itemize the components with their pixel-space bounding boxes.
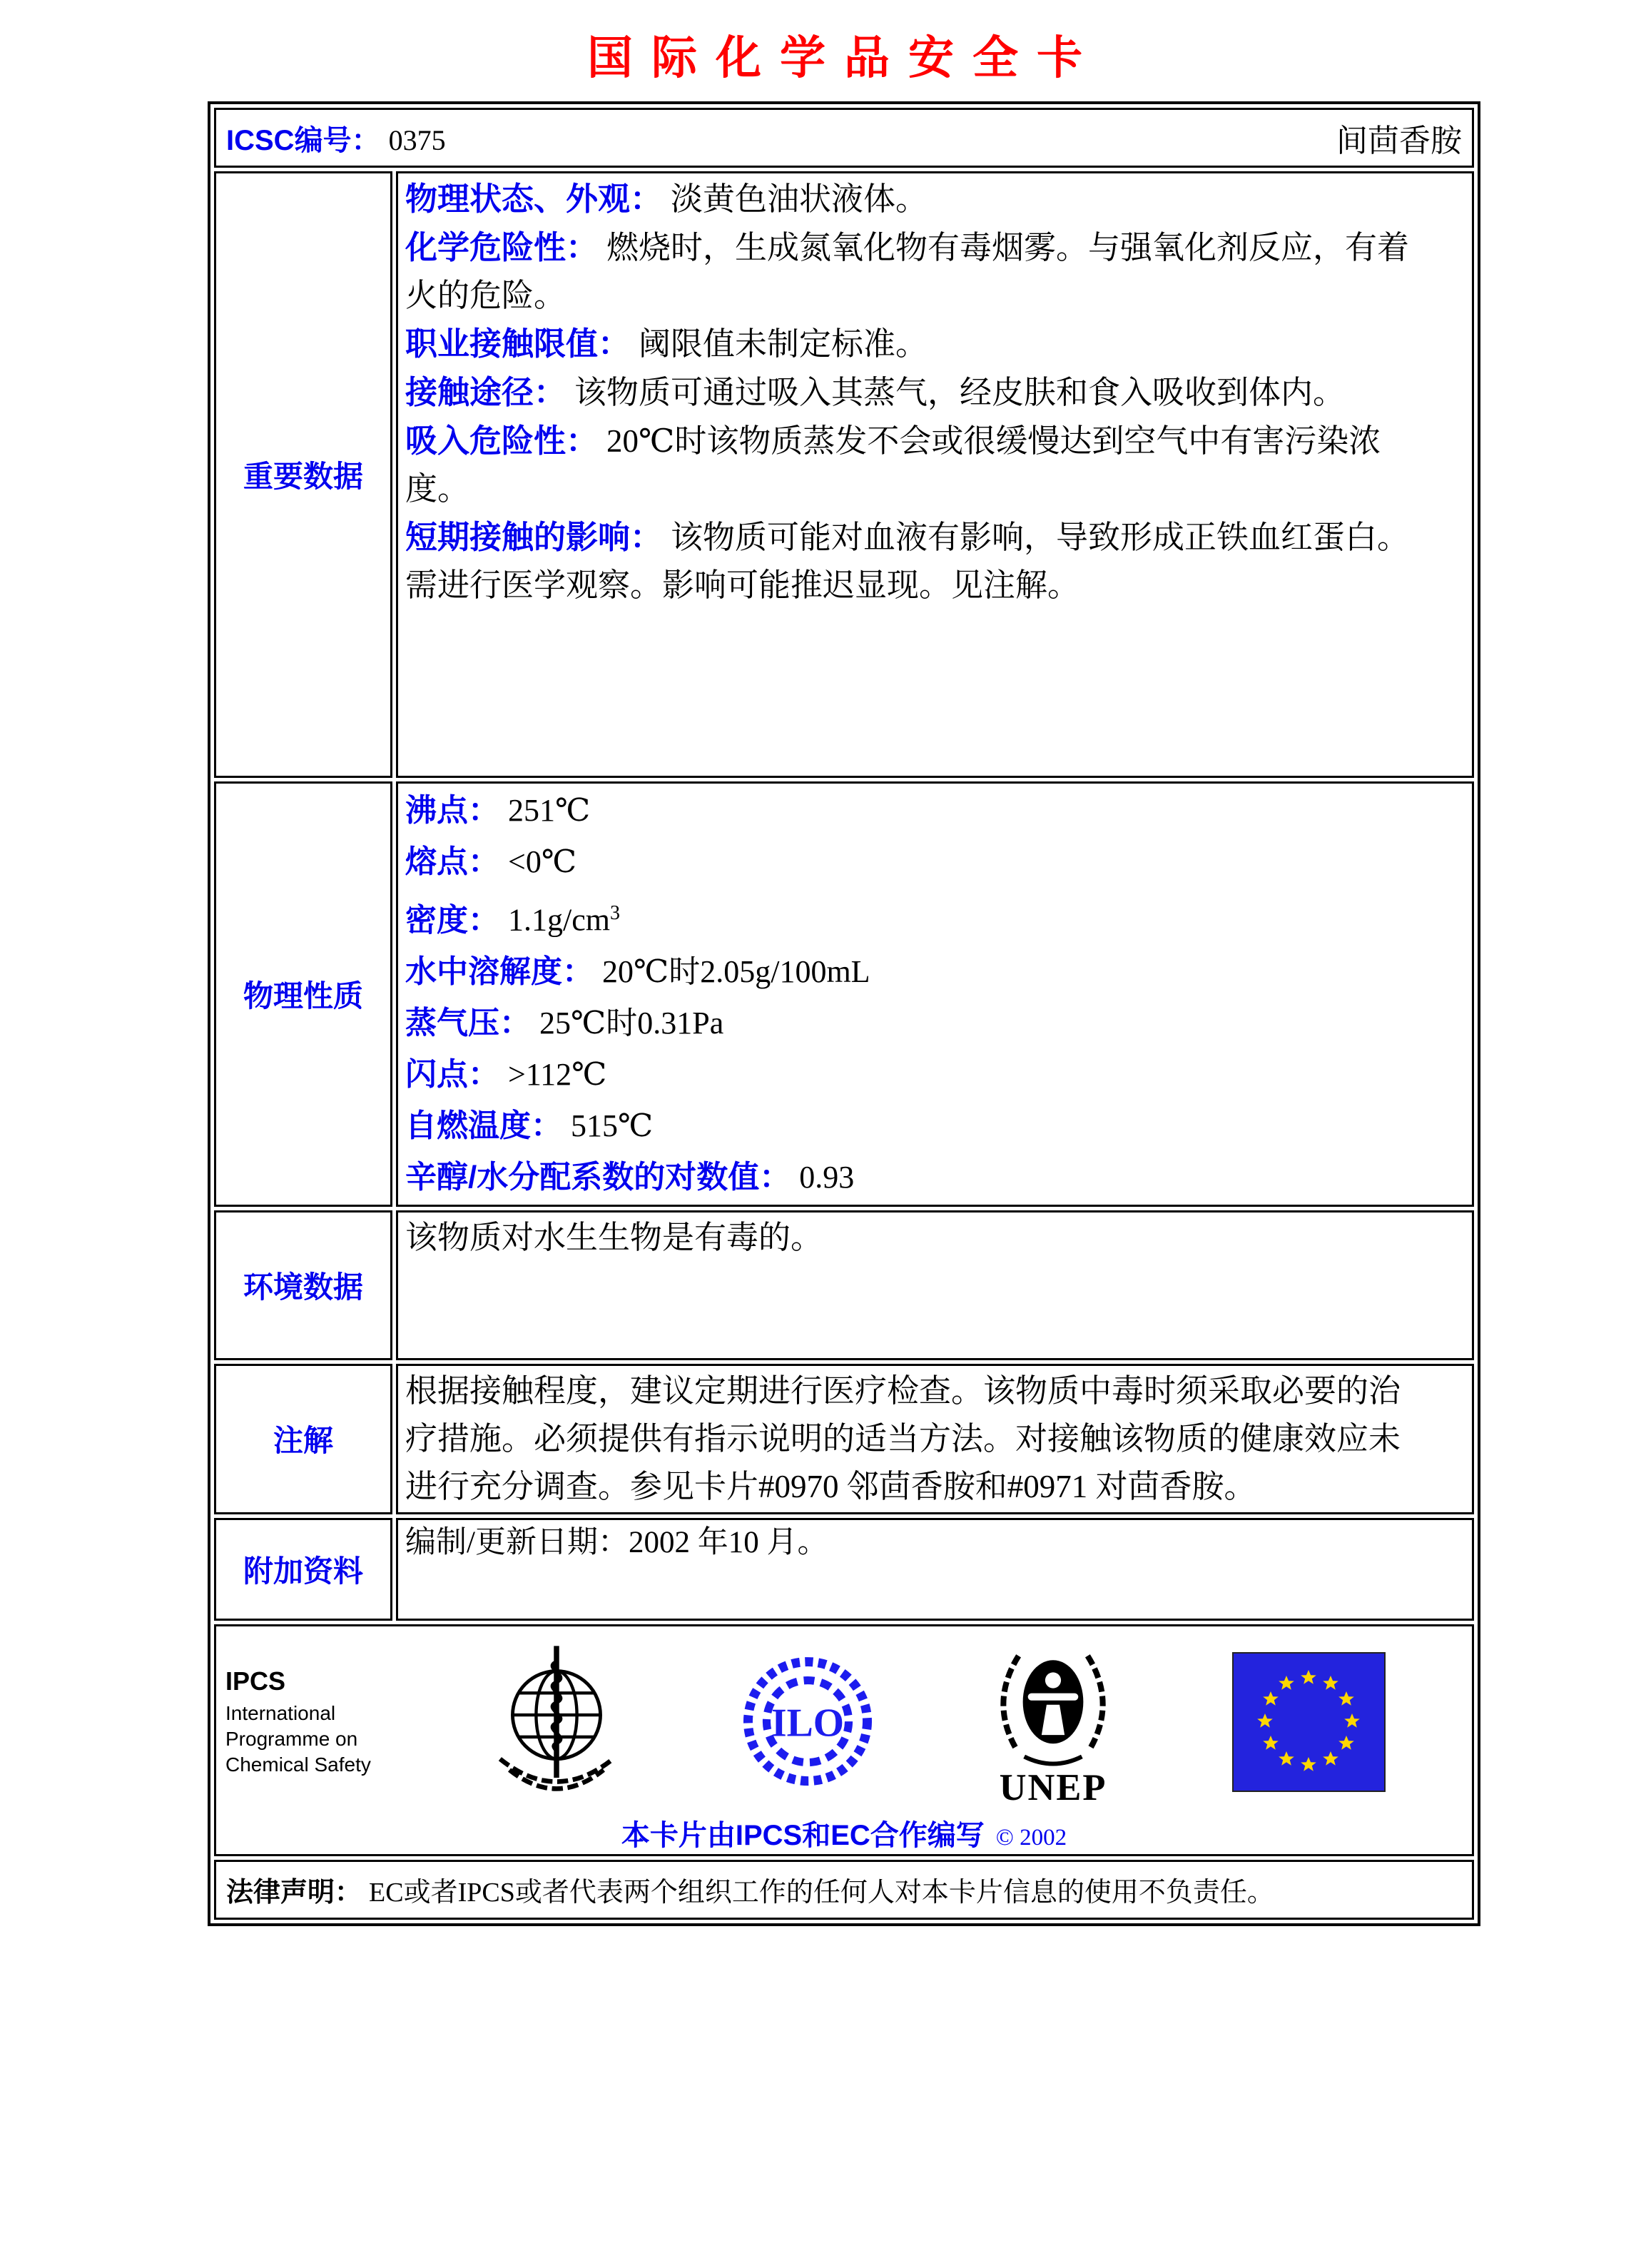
additional-info-row: [214, 1518, 1474, 1621]
property-value: 515℃: [571, 1108, 654, 1143]
update-date-label: 编制/更新日期：: [405, 1525, 629, 1559]
legal-notice-cell: [214, 1860, 1474, 1920]
ipcs-name-line: Chemical Safety: [225, 1753, 371, 1776]
update-date-line: [405, 1522, 1429, 1564]
important-item-label: 短期接触的影响：: [405, 519, 663, 555]
property-value: 25℃时0.31Pa: [539, 1005, 724, 1041]
important-item-text: 燃烧时，生成氮氧化物有毒烟雾。与强氧化剂反应，有着火的危险。: [405, 230, 1410, 313]
icsc-card-table: [208, 101, 1480, 1926]
property-label: 沸点：: [405, 793, 499, 828]
property-value: 251℃: [508, 793, 591, 828]
section-label-cell-additional: [214, 1518, 392, 1621]
important-item-label: 接触途径：: [405, 374, 566, 410]
property-line: [405, 1100, 1429, 1152]
notes-text: 根据接触程度，建议定期进行医疗检查。该物质中毒时须采取必要的治疗措施。必须提供有指示说明的适当方法。对接触该物质的健康效应未进行充分调查。参见卡片#0970 邻茴香胺和#0971 对茴香胺。: [405, 1372, 1401, 1504]
property-line: [405, 785, 1429, 836]
property-line: [405, 836, 1429, 888]
property-label: 自燃温度：: [405, 1108, 562, 1143]
legal-notice-line: [226, 1870, 1462, 1909]
chemical-name: 间茴香胺: [1336, 123, 1462, 158]
property-label: 辛醇/水分配系数的对数值：: [405, 1159, 791, 1195]
section-label-environment: 环境数据: [243, 1270, 363, 1304]
important-data-row: [214, 171, 1474, 778]
property-line: [405, 888, 1429, 946]
physical-properties-row: [214, 781, 1474, 1207]
ipcs-text-block: [225, 1666, 371, 1778]
important-item-label: 职业接触限值：: [405, 325, 631, 362]
icsc-number-label: ICSC编号：: [226, 124, 380, 156]
additional-info-content: [396, 1518, 1474, 1621]
page-title: 国际化学品安全卡: [587, 31, 1101, 85]
section-label-important: 重要数据: [243, 460, 363, 493]
who-logo-icon: [478, 1643, 635, 1801]
section-label-cell-notes: [214, 1364, 392, 1514]
property-value: 0.93: [799, 1159, 855, 1195]
important-item-label: 物理状态、外观：: [405, 181, 663, 217]
unep-label-text: UNEP: [999, 1766, 1107, 1806]
property-line: [405, 1152, 1429, 1203]
ipcs-name-line: Programme on: [225, 1727, 358, 1750]
important-data-content: [396, 171, 1474, 778]
property-value: >112℃: [508, 1056, 607, 1092]
organizations-footer-cell: [214, 1624, 1474, 1856]
important-item: [405, 417, 1429, 513]
property-label: 蒸气压：: [405, 1005, 531, 1041]
property-label: 熔点：: [405, 844, 499, 879]
ilo-logo-icon: [741, 1649, 874, 1796]
section-label-physical: 物理性质: [243, 978, 363, 1013]
notes-content: [396, 1364, 1474, 1514]
physical-properties-content: [396, 781, 1474, 1207]
icsc-number-group: [226, 118, 446, 158]
header-content: [226, 115, 1462, 161]
important-item-text: 20℃时该物质蒸发不会或很缓慢达到空气中有害污染浓度。: [405, 423, 1381, 507]
property-line: [405, 1049, 1429, 1100]
section-label-cell-important: [214, 171, 392, 778]
property-line: [405, 946, 1429, 998]
section-label-cell-physical: [214, 781, 392, 1207]
header-cell: [214, 108, 1474, 168]
property-label: 闪点：: [405, 1056, 499, 1092]
important-item-label: 吸入危险性：: [405, 422, 599, 459]
environmental-data-content: [396, 1210, 1474, 1360]
cooperation-caption: [217, 1813, 1471, 1853]
ilo-monogram-text: ILO: [771, 1701, 845, 1746]
cooperation-caption-text: 本卡片由IPCS和EC合作编写: [621, 1819, 985, 1851]
important-item: [405, 368, 1429, 417]
legal-notice-label: 法律声明：: [226, 1878, 362, 1908]
legal-notice-text: EC或者IPCS或者代表两个组织工作的任何人对本卡片信息的使用不负责任。: [369, 1878, 1274, 1908]
important-item-text: 该物质可通过吸入其蒸气，经皮肤和食入吸收到体内。: [574, 375, 1346, 410]
ipcs-name-line: International: [225, 1701, 336, 1724]
important-item: [405, 513, 1429, 609]
section-label-notes: 注解: [273, 1424, 333, 1458]
important-item-text: 淡黄色油状液体。: [671, 181, 928, 217]
legal-notice-row: [214, 1860, 1474, 1920]
ipcs-acronym: IPCS: [225, 1666, 286, 1696]
important-item: [405, 320, 1429, 368]
property-value-superscript: 3: [609, 902, 620, 924]
important-item: [405, 175, 1429, 223]
important-item-text: 该物质可能对血液有影响，导致形成正铁血红蛋白。需进行医学观察。影响可能推迟显现。见注解。: [405, 520, 1410, 603]
important-item-text: 阈限值未制定标准。: [639, 326, 928, 362]
unep-logo-icon: [981, 1639, 1125, 1806]
property-value: 1.1g/cm: [508, 902, 610, 938]
section-label-additional: 附加资料: [243, 1554, 363, 1588]
property-value: 20℃时2.05g/100mL: [602, 953, 870, 989]
section-label-cell-environment: [214, 1210, 392, 1360]
header-row: [214, 108, 1474, 168]
copyright-text: © 2002: [995, 1824, 1067, 1851]
organizations-footer-row: [214, 1624, 1474, 1856]
notes-row: [214, 1364, 1474, 1514]
eu-flag-icon: [1232, 1652, 1386, 1792]
update-date-value: 2002 年10 月。: [628, 1525, 828, 1559]
environmental-data-row: [214, 1210, 1474, 1360]
property-label: 水中溶解度：: [405, 953, 594, 989]
important-item-label: 化学危险性：: [405, 229, 599, 265]
property-line: [405, 998, 1429, 1049]
icsc-number-value: 0375: [388, 123, 446, 156]
property-label: 密度：: [405, 902, 499, 938]
organization-logos: [217, 1627, 1471, 1806]
property-value: <0℃: [508, 844, 577, 879]
important-item: [405, 223, 1429, 320]
environmental-data-text: 该物质对水生生物是有毒的。: [405, 1219, 823, 1255]
